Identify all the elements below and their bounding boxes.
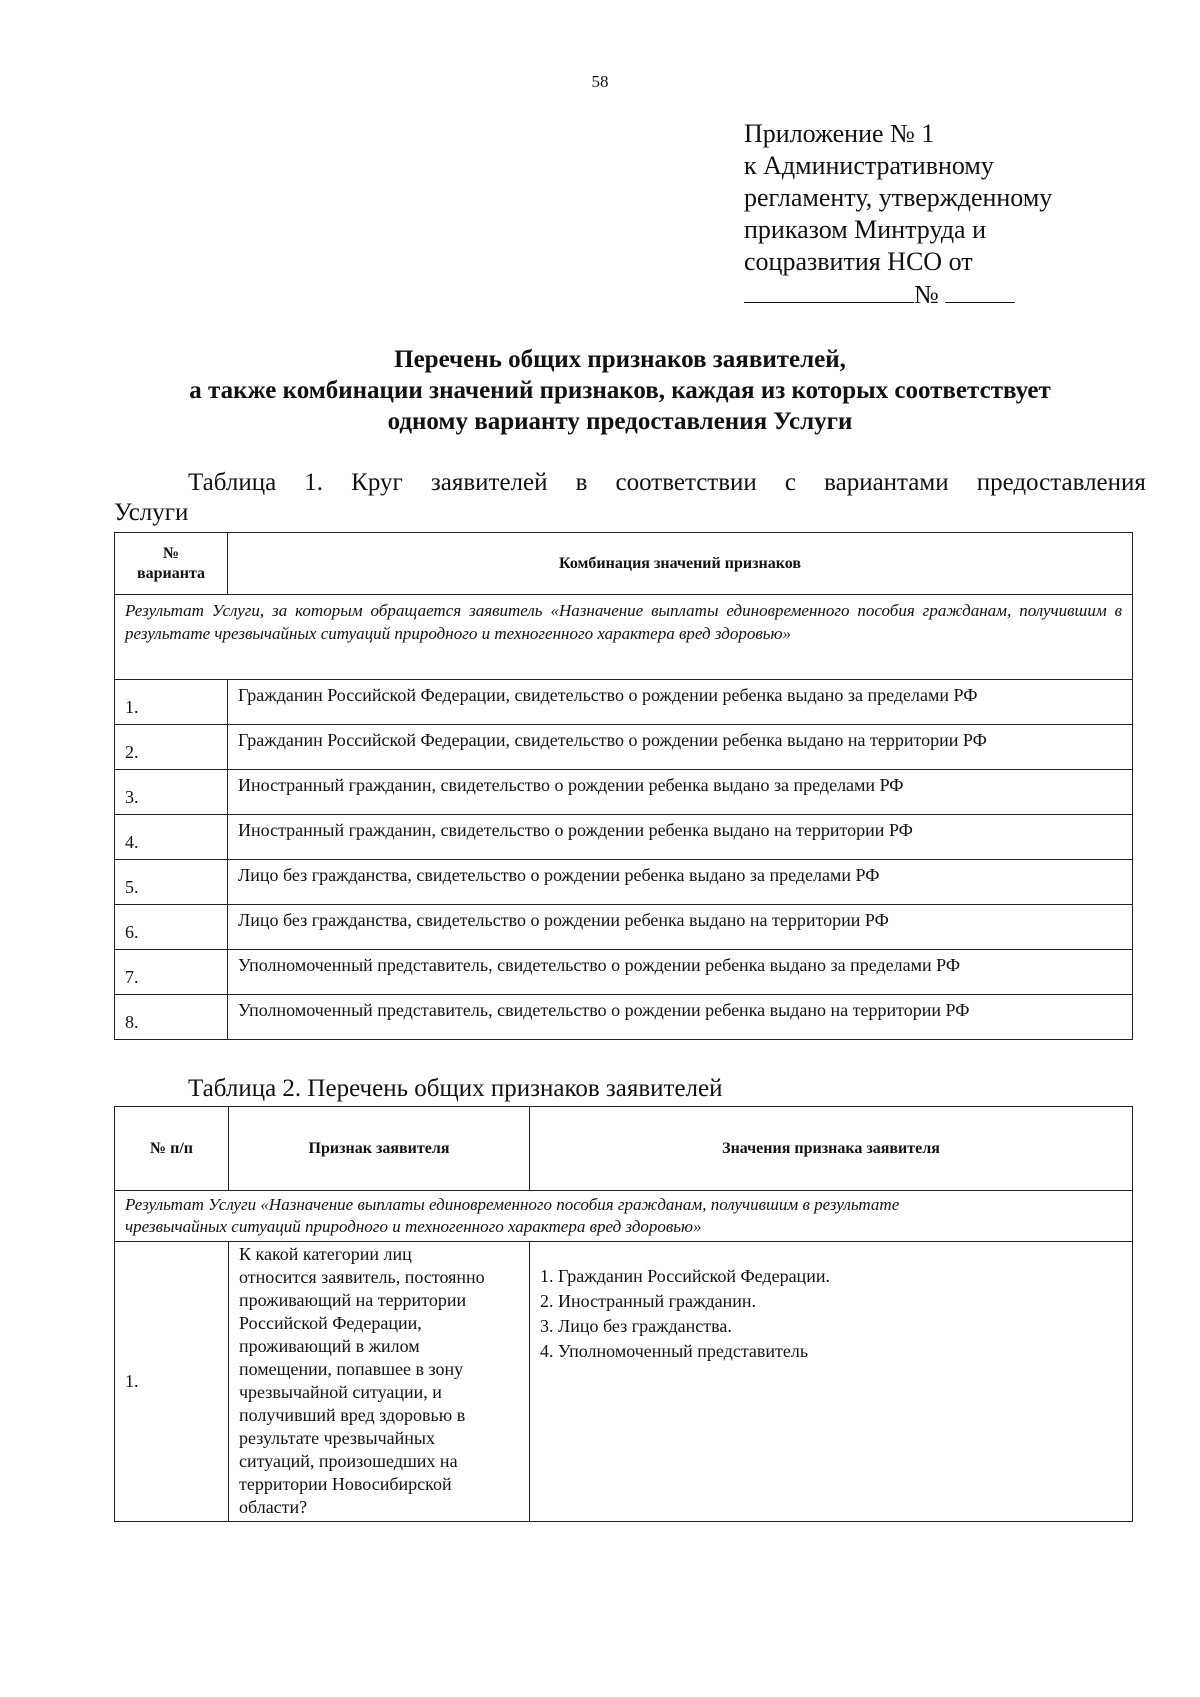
caption-word: предоставления [976, 469, 1146, 496]
table-row [115, 770, 1133, 815]
header-variant-number [115, 533, 228, 595]
variant-text: Лицо без гражданства, свидетельство о рождении ребенка выдано на территории РФ [228, 905, 1133, 950]
attribute-line: помещении, попавшее в зону [239, 1359, 464, 1379]
attribute-line: проживающий на территории [239, 1290, 467, 1310]
appendix-line: регламенту, утвержденному [744, 183, 1053, 212]
variant-text: Уполномоченный представитель, свидетельство о рождении ребенка выдано на территории РФ [228, 995, 1133, 1040]
date-blank [744, 278, 914, 303]
table-row [115, 950, 1133, 995]
result-line: Результат Услуги «Назначение выплаты единовременного пособия гражданам, получившим в результате [125, 1195, 900, 1214]
table2-caption: Таблица 2. Перечень общих признаков заявителей [188, 1075, 723, 1102]
appendix-date-number-line [744, 278, 1164, 311]
caption-word: Таблица [188, 469, 277, 496]
caption-word: с [784, 469, 797, 496]
attribute-line: проживающий в жилом [239, 1336, 420, 1356]
table1-caption [114, 468, 1146, 528]
header-text: варианта [136, 564, 206, 582]
header-combination: Комбинация значений признаков [228, 533, 1133, 595]
table-header-row [115, 533, 1133, 595]
appendix-line: приказом Минтруда и [744, 215, 987, 244]
attribute-value: 2. Иностранный гражданин. [540, 1291, 756, 1311]
variants-table [114, 532, 1133, 1040]
table-row [115, 860, 1133, 905]
attribute-question [229, 1242, 530, 1522]
attribute-value: 1. Гражданин Российской Федерации. [540, 1266, 830, 1286]
attribute-line: относится заявитель, постоянно [239, 1267, 485, 1287]
attribute-value: 4. Уполномоченный представитель [540, 1341, 809, 1361]
result-text [115, 1191, 1133, 1242]
document-title [110, 344, 1130, 437]
attribute-line: Российской Федерации, [239, 1313, 422, 1333]
title-line: а также комбинации значений признаков, каждая из которых соответствует [189, 377, 1051, 404]
variant-text: Уполномоченный представитель, свидетельство о рождении ребенка выдано за пределами РФ [228, 950, 1133, 995]
row-number: 1. [115, 1242, 229, 1522]
variant-number: 5. [115, 860, 228, 905]
table-row [115, 680, 1133, 725]
variant-text: Гражданин Российской Федерации, свидетельство о рождении ребенка выдано за пределами РФ [228, 680, 1133, 725]
variant-number: 2. [115, 725, 228, 770]
attribute-line: К какой категории лиц [239, 1244, 412, 1264]
attribute-line: территории Новосибирской [239, 1474, 452, 1494]
variant-text: Иностранный гражданин, свидетельство о рождении ребенка выдано на территории РФ [228, 815, 1133, 860]
table-header-row [115, 1107, 1133, 1191]
caption-word: Услуги [114, 499, 189, 526]
attribute-line: ситуаций, произошедших на [239, 1451, 458, 1471]
caption-word: 1. [304, 469, 324, 496]
result-line: чрезвычайных ситуаций природного и техногенного характера вред здоровью» [125, 1217, 702, 1236]
title-line: одному варианту предоставления Услуги [387, 408, 853, 435]
header-attribute-values: Значения признака заявителя [530, 1107, 1133, 1191]
variant-number: 3. [115, 770, 228, 815]
attribute-line: чрезвычайной ситуации, и [239, 1382, 442, 1402]
page-number: 58 [591, 72, 609, 91]
table-row [115, 995, 1133, 1040]
attributes-table [114, 1106, 1133, 1522]
variant-number: 1. [115, 680, 228, 725]
caption-word: в [575, 469, 588, 496]
result-text: Результат Услуги, за которым обращается заявитель «Назначение выплаты единовременного пособия гражданам, получившим в результате чрезвычайных ситуаций природного и техногенного характера вред здоровью» [115, 595, 1133, 680]
attribute-values [530, 1242, 1133, 1522]
header-row-number: № п/п [115, 1107, 229, 1191]
result-row [115, 1191, 1133, 1242]
variant-text: Иностранный гражданин, свидетельство о рождении ребенка выдано за пределами РФ [228, 770, 1133, 815]
caption-word: вариантами [824, 469, 949, 496]
variant-number: 8. [115, 995, 228, 1040]
number-sign: № [914, 280, 939, 309]
header-attribute: Признак заявителя [229, 1107, 530, 1191]
appendix-line: Приложение № 1 [744, 119, 935, 148]
header-text: № [162, 544, 180, 562]
attribute-line: получивший вред здоровью в [239, 1405, 466, 1425]
appendix-note [744, 118, 1164, 311]
table-row [115, 815, 1133, 860]
variant-number: 7. [115, 950, 228, 995]
variant-text: Гражданин Российской Федерации, свидетельство о рождении ребенка выдано на территории РФ [228, 725, 1133, 770]
attribute-line: результате чрезвычайных [239, 1428, 435, 1448]
result-row [115, 595, 1133, 680]
title-line: Перечень общих признаков заявителей, [394, 346, 846, 373]
number-blank [945, 278, 1015, 303]
table-row [115, 905, 1133, 950]
caption-word: заявителей [430, 469, 548, 496]
attribute-value: 3. Лицо без гражданства. [540, 1316, 732, 1336]
appendix-line: соцразвития НСО от [744, 247, 973, 276]
caption-word: соответствии [615, 469, 757, 496]
caption-word: Круг [351, 469, 403, 496]
variant-number: 4. [115, 815, 228, 860]
table-row [115, 1242, 1133, 1522]
appendix-line: к Административному [744, 151, 994, 180]
table-row [115, 725, 1133, 770]
attribute-line: области? [239, 1497, 308, 1517]
variant-text: Лицо без гражданства, свидетельство о рождении ребенка выдано за пределами РФ [228, 860, 1133, 905]
variant-number: 6. [115, 905, 228, 950]
